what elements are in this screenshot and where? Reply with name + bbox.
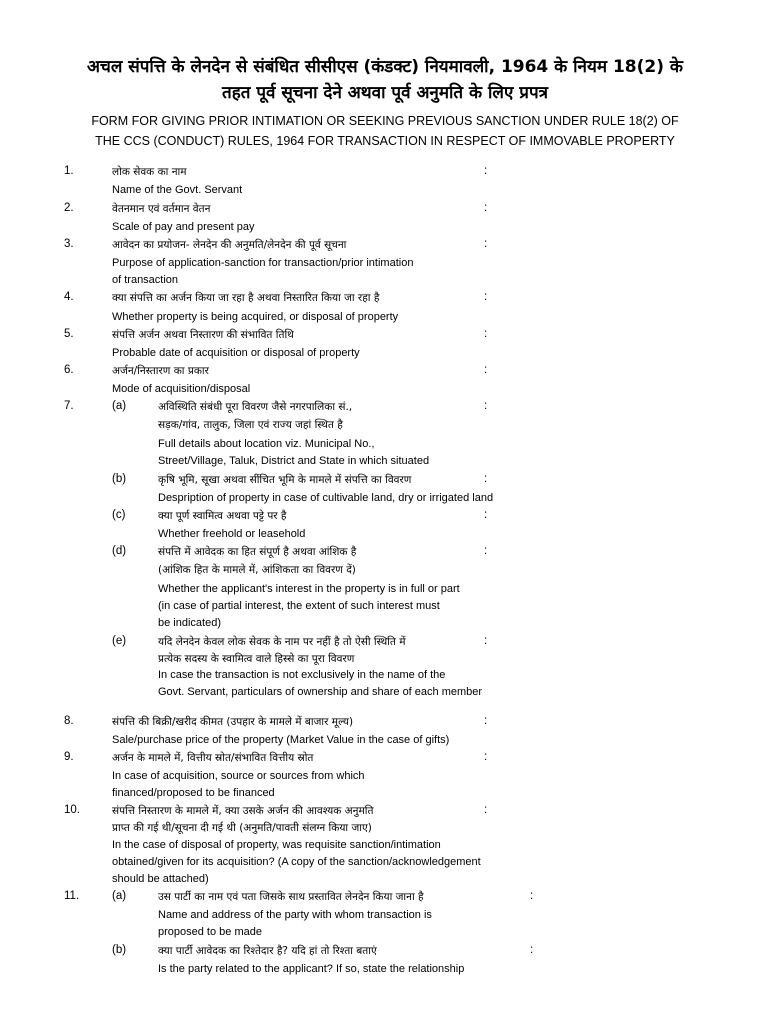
item-7a-hindi-1: अविस्थिति संबंधी पूरा विवरण जैसे नगरपालिका सं., [158, 401, 353, 413]
item-11b-hindi: क्या पार्टी आवेदक का रिश्तेदार है? यदि हां तो रिश्ता बताएं [158, 945, 377, 957]
item-8-number: 8. [64, 715, 74, 727]
item-11a-colon: : [530, 890, 534, 902]
item-2-colon: : [484, 202, 488, 214]
item-4-colon: : [484, 291, 488, 303]
item-7e-label: (e) [112, 635, 127, 647]
item-7c-english: Whether freehold or leasehold [158, 528, 306, 540]
hindi-title-line-2: तहत पूर्व सूचना देने अथवा पूर्व अनुमति के लिए प्रपत्र [222, 83, 548, 103]
item-3-number: 3. [64, 238, 74, 250]
hindi-title-line-1: अचल संपत्ति के लेनदेन से संबंधित सीसीएस (कंडक्ट) नियमावली, 1964 के नियम 18(2) के [87, 57, 683, 77]
item-3-hindi: आवेदन का प्रयोजन- लेनदेन की अनुमति/लेनदेन की पूर्व सूचना [112, 239, 347, 251]
item-11-number: 11. [64, 890, 80, 902]
item-6-number: 6. [64, 364, 74, 376]
item-2-english: Scale of pay and present pay [112, 221, 255, 233]
item-7e-english-2: Govt. Servant, particulars of ownership and share of each member [158, 686, 483, 698]
item-11a-english-1: Name and address of the party with whom transaction is [158, 909, 432, 921]
item-1-colon: : [484, 165, 488, 177]
item-7d-english-3: be indicated) [158, 617, 221, 629]
item-10-colon: : [484, 804, 488, 816]
item-7-number: 7. [64, 400, 74, 412]
item-7b-hindi: कृषि भूमि, सूखा अथवा सींचित भूमि के मामले में संपत्ति का विवरण [158, 474, 412, 486]
item-6-english: Mode of acquisition/disposal [112, 383, 251, 395]
item-7d-english-2: (in case of partial interest, the extent of such interest must [158, 600, 440, 612]
item-8-hindi: संपत्ति की बिक्री/खरीद कीमत (उपहार के मामले में बाजार मूल्य) [112, 716, 354, 728]
item-10-number: 10. [64, 804, 80, 816]
item-4-english: Whether property is being acquired, or disposal of property [112, 311, 399, 323]
item-5-number: 5. [64, 328, 74, 340]
item-7a-english-1: Full details about location viz. Municipal No., [158, 438, 375, 450]
item-4-number: 4. [64, 291, 74, 303]
item-7b-colon: : [484, 473, 488, 485]
item-4-hindi: क्या संपत्ति का अर्जन किया जा रहा है अथवा निस्तारित किया जा रहा है [112, 292, 380, 304]
item-7c-hindi: क्या पूर्ण स्वामित्व अथवा पट्टे पर है [158, 510, 287, 522]
item-7a-label: (a) [112, 400, 127, 412]
item-3-english-1: Purpose of application-sanction for transaction/prior intimation [112, 257, 414, 269]
item-3-english-2: of transaction [112, 274, 179, 286]
item-7d-hindi-1: संपत्ति में आवेदक का हित संपूर्ण है अथवा आंशिक है [158, 546, 357, 558]
item-6-colon: : [484, 364, 488, 376]
item-9-english-1: In case of acquisition, source or sources from which [112, 770, 365, 782]
item-1-hindi: लोक सेवक का नाम [112, 166, 187, 178]
item-2-hindi: वेतनमान एवं वर्तमान वेतन [112, 203, 211, 215]
item-11b-colon: : [530, 944, 534, 956]
item-7d-colon: : [484, 545, 488, 557]
item-7d-label: (d) [112, 545, 127, 557]
item-7e-english-1: In case the transaction is not exclusively in the name of the [158, 669, 446, 681]
item-7b-label: (b) [112, 473, 127, 485]
item-10-hindi-2: प्राप्त की गई थी/सूचना दी गई थी (अनुमति/पावती संलग्न किया जाए) [112, 822, 372, 834]
item-11a-english-2: proposed to be made [158, 926, 262, 938]
item-7e-hindi-1: यदि लेनदेन केवल लोक सेवक के नाम पर नहीं है तो ऐसी स्थिति में [158, 636, 406, 648]
item-8-english: Sale/purchase price of the property (Market Value in the case of gifts) [112, 734, 450, 746]
item-11a-hindi: उस पार्टी का नाम एवं पता जिसके साथ प्रस्तावित लेनदेन किया जाना है [158, 891, 424, 903]
item-7d-hindi-2: (आंशिक हित के मामले में, आंशिकता का विवरण दें) [158, 564, 356, 576]
item-6-hindi: अर्जन/निस्तारण का प्रकार [112, 365, 209, 377]
item-3-colon: : [484, 238, 488, 250]
item-9-english-2: financed/proposed to be financed [112, 787, 275, 799]
item-10-hindi-1: संपत्ति निस्तारण के मामले में, क्या उसके अर्जन की आवश्यक अनुमति [112, 805, 374, 817]
item-10-english-2: obtained/given for its acquisition? (A copy of the sanction/acknowledgement [112, 856, 481, 868]
item-11b-label: (b) [112, 944, 127, 956]
item-11a-label: (a) [112, 890, 127, 902]
item-8-colon: : [484, 715, 488, 727]
item-1-english: Name of the Govt. Servant [112, 184, 243, 196]
item-5-hindi: संपत्ति अर्जन अथवा निस्तारण की संभावित तिथि [112, 329, 294, 341]
english-title-line-2: THE CCS (CONDUCT) RULES, 1964 FOR TRANSACTION IN RESPECT OF IMMOVABLE PROPERTY [95, 134, 675, 148]
item-1-number: 1. [64, 165, 74, 177]
item-7a-english-2: Street/Village, Taluk, District and State in which situated [158, 455, 430, 467]
item-5-english: Probable date of acquisition or disposal of property [112, 347, 360, 359]
item-7e-colon: : [484, 635, 488, 647]
item-9-number: 9. [64, 751, 74, 763]
item-7b-english: Despription of property in case of cultivable land, dry or irrigated land [158, 492, 494, 504]
item-10-english-1: In the case of disposal of property, was requisite sanction/intimation [112, 839, 441, 851]
english-title-line-1: FORM FOR GIVING PRIOR INTIMATION OR SEEKING PREVIOUS SANCTION UNDER RULE 18(2) OF [91, 114, 679, 128]
item-9-hindi: अर्जन के मामले में, वित्तीय स्रोत/संभावित वित्तीय स्रोत [112, 752, 314, 764]
item-2-number: 2. [64, 202, 74, 214]
item-7e-hindi-2: प्रत्येक सदस्य के स्वामित्व वाले हिस्से का पूरा विवरण [158, 653, 355, 665]
item-7c-colon: : [484, 509, 488, 521]
item-7a-hindi-2: सड़क/गांव, तालुक, जिला एवं राज्य जहां स्थित है [158, 419, 343, 431]
item-7a-colon: : [484, 400, 488, 412]
item-11b-english: Is the party related to the applicant? If so, state the relationship [158, 963, 465, 975]
item-10-english-3: should be attached) [112, 873, 209, 885]
item-7c-label: (c) [112, 509, 126, 521]
item-9-colon: : [484, 751, 488, 763]
item-7d-english-1: Whether the applicant's interest in the property is in full or part [158, 583, 460, 595]
item-5-colon: : [484, 328, 488, 340]
